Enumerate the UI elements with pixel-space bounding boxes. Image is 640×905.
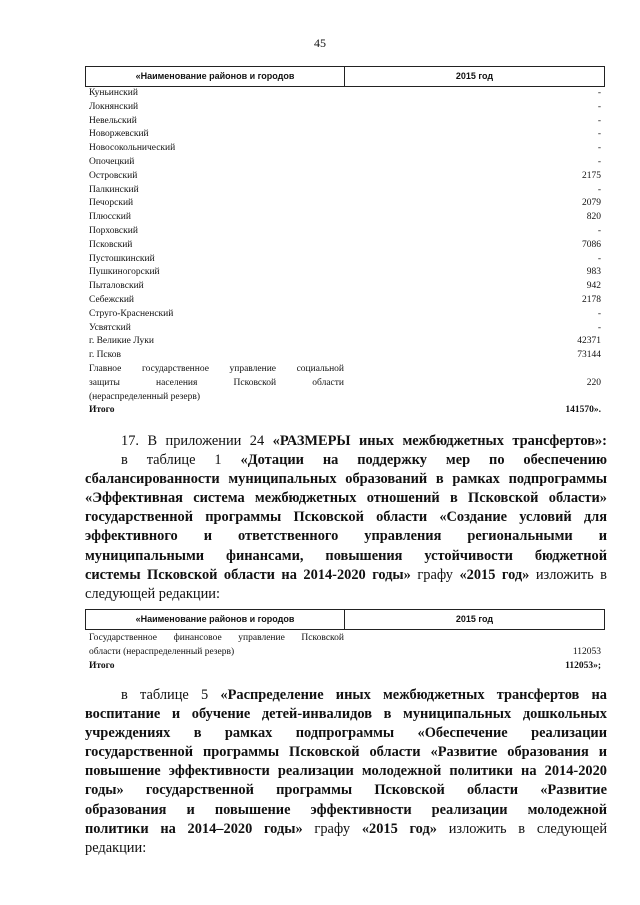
- district-value: 942: [586, 281, 601, 292]
- total-value: 112053»;: [565, 660, 601, 671]
- district-value: -: [597, 225, 601, 236]
- district-name: Опочецкий: [89, 156, 135, 167]
- table-row-reserve: [85, 363, 605, 404]
- total-label: Итого: [89, 660, 115, 671]
- table-row: [85, 101, 605, 115]
- table-row: [85, 156, 605, 170]
- district-value: 42371: [577, 336, 601, 347]
- table-row: [85, 225, 605, 239]
- district-value: 2178: [582, 294, 601, 305]
- reserve-line: Главное государственное управление социальной: [89, 363, 344, 374]
- table-row: [85, 239, 605, 253]
- district-value: -: [597, 322, 601, 333]
- district-name: Печорский: [89, 198, 134, 209]
- district-value: -: [597, 143, 601, 154]
- districts-table: [85, 66, 605, 418]
- district-name: Порховский: [89, 225, 138, 236]
- table-row: [85, 197, 605, 211]
- table-row-total: [85, 660, 605, 674]
- table-row: [85, 211, 605, 225]
- table-row: [85, 266, 605, 280]
- paragraph-table-5: в таблице 5 «Распределение иных межбюджетных трансфертов на воспитание и обучение детей-инвалидов в муниципальных дошкольных учреждениях в рамках подпрограммы «Обеспечение реализации государственной программы Псковской области «Развитие образования и повышение эффективности реализации молодежной политики на 2014-2020 годы» государственной программы Псковской области «Развитие образования и повышение эффективности реализации молодежной политики на 2014–2020 годы» графу «2015 год» изложить в следующей редакции:: [85, 687, 608, 856]
- table-row: [85, 280, 605, 294]
- district-value: -: [597, 253, 601, 264]
- district-name: Куньинский: [89, 88, 138, 98]
- table-row: [85, 335, 605, 349]
- district-name: Островский: [89, 170, 138, 181]
- district-value: -: [597, 129, 601, 140]
- district-value: -: [597, 156, 601, 167]
- table-row: [85, 184, 605, 198]
- table-row: Государственное финансовое управление Псковской области (нераспределенный резерв) 112053: [85, 632, 605, 660]
- header-year: 2015 год: [455, 613, 494, 624]
- district-value: -: [597, 88, 601, 98]
- table-row: [85, 87, 605, 101]
- district-value: 983: [586, 267, 601, 278]
- table-row: [85, 128, 605, 142]
- table-row: [85, 142, 605, 156]
- table-body: [85, 87, 605, 363]
- district-name: г. Великие Луки: [89, 336, 154, 347]
- district-value: -: [597, 184, 601, 195]
- table-row: [85, 115, 605, 129]
- header-year: 2015 год: [455, 70, 494, 81]
- table-row: [85, 253, 605, 267]
- paragraph-17: 17. В приложении 24 «РАЗМЕРЫ иных межбюджетных трансфертов»: в таблице 1 «Дотации на поддержку мер по обеспечению сбалансированности муниципальных образований в рамках подпрограммы «Эффективная система межбюджетных отношений в Псковской области» государственной программы Псковской области «Создание условий для эффективного и ответственного управления региональными и муниципальными финансами, повышения устойчивости бюджетной системы Псковской области на 2014-2020 годы» графу «2015 год» изложить в следующей редакции:: [85, 433, 607, 602]
- table-row: [85, 349, 605, 363]
- header-districts: «Наименование районов и городов: [86, 610, 345, 629]
- district-name: Новосокольнический: [89, 143, 176, 154]
- reserve-line: (нераспределенный резерв): [89, 391, 201, 402]
- district-name: Локнянский: [89, 101, 139, 112]
- table-header: [85, 609, 605, 630]
- district-name: Себежский: [89, 294, 134, 305]
- table-header: [85, 66, 605, 87]
- table-row: [85, 322, 605, 336]
- district-value: -: [597, 101, 601, 112]
- district-name: г. Псков: [89, 350, 122, 361]
- district-value: 2175: [582, 170, 601, 181]
- district-value: -: [597, 115, 601, 126]
- table-row: [85, 308, 605, 322]
- district-value: 7086: [582, 239, 601, 250]
- reserve-value: 220: [586, 377, 601, 388]
- table-row: [85, 170, 605, 184]
- district-name: Струго-Красненский: [89, 308, 174, 319]
- district-name: Усвятский: [89, 322, 131, 333]
- district-value: -: [597, 308, 601, 319]
- row-value: 112053: [572, 646, 601, 657]
- district-name: Новоржевский: [89, 129, 149, 140]
- reserve-line: защиты населения Псковской области: [89, 377, 344, 388]
- reserve-table: [85, 609, 605, 673]
- district-value: 2079: [582, 198, 601, 209]
- district-name: Пушкиногорский: [89, 267, 160, 278]
- header-districts: «Наименование районов и городов: [86, 67, 345, 86]
- table-row: [85, 294, 605, 308]
- district-name: Палкинский: [89, 184, 139, 195]
- district-name: Пыталовский: [89, 281, 144, 292]
- district-value: 820: [586, 212, 601, 223]
- district-name: Пустошкинский: [89, 253, 155, 264]
- district-name: Плюсский: [89, 212, 131, 223]
- total-label: Итого: [89, 405, 115, 416]
- district-name: Невельский: [89, 115, 137, 126]
- district-value: 73144: [577, 350, 601, 361]
- district-name: Псковский: [89, 239, 133, 250]
- table-row-total: [85, 404, 605, 418]
- total-value: 141570».: [565, 405, 601, 416]
- page-number: 45: [314, 36, 326, 50]
